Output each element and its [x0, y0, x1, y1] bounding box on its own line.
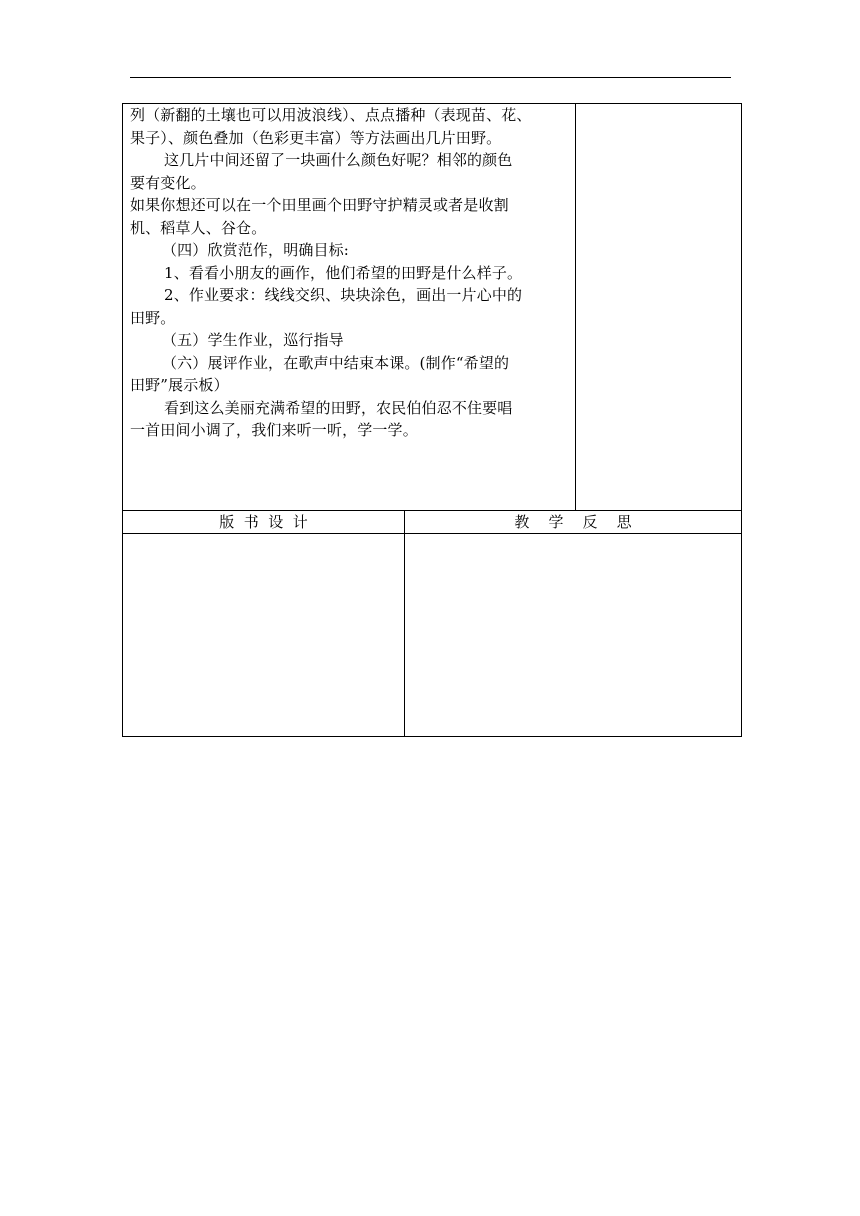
text-line: 1、看看小朋友的画作，他们希望的田野是什么样子。: [164, 263, 523, 282]
text-line: 看到这么美丽充满希望的田野，农民伯伯忍不住要唱: [164, 398, 513, 417]
text-line: 如果你想还可以在一个田里画个田野守护精灵或者是收割: [130, 196, 509, 214]
text-line: 2、作业要求：线线交织、块块涂色，画出一片心中的: [164, 286, 523, 304]
board-design-cell: [123, 534, 404, 736]
notes-cell: [576, 104, 741, 510]
text-line: 田野”展示板）: [130, 376, 229, 394]
board-design-header: 版 书 设 计: [219, 513, 308, 531]
text-line: 列（新翻的土壤也可以用波浪线）、点点播种（表现苗、花、: [130, 106, 532, 124]
text-line: （四）欣赏范作，明确目标:: [162, 241, 350, 259]
text-line: （五）学生作业，巡行指导: [162, 331, 344, 349]
text-line: （六）展评作业，在歌声中结束本课。(制作“希望的: [162, 353, 510, 372]
page-header-rule: [130, 77, 731, 78]
text-line: 田野。: [130, 308, 176, 327]
lesson-process-text: [130, 104, 570, 442]
text-line: 这几片中间还留了一块画什么颜色好呢？相邻的颜色: [164, 151, 513, 169]
text-line: 一首田间小调了，我们来听一听，学一学。: [130, 421, 418, 439]
teaching-reflection-header: 教 学 反 思: [514, 513, 632, 531]
text-line: 要有变化。: [130, 173, 206, 192]
text-line: 果子）、颜色叠加（色彩更丰富）等方法画出几片田野。: [130, 128, 502, 147]
teaching-reflection-cell: [405, 534, 741, 736]
text-line: 机、稻草人、谷仓。: [130, 218, 267, 237]
